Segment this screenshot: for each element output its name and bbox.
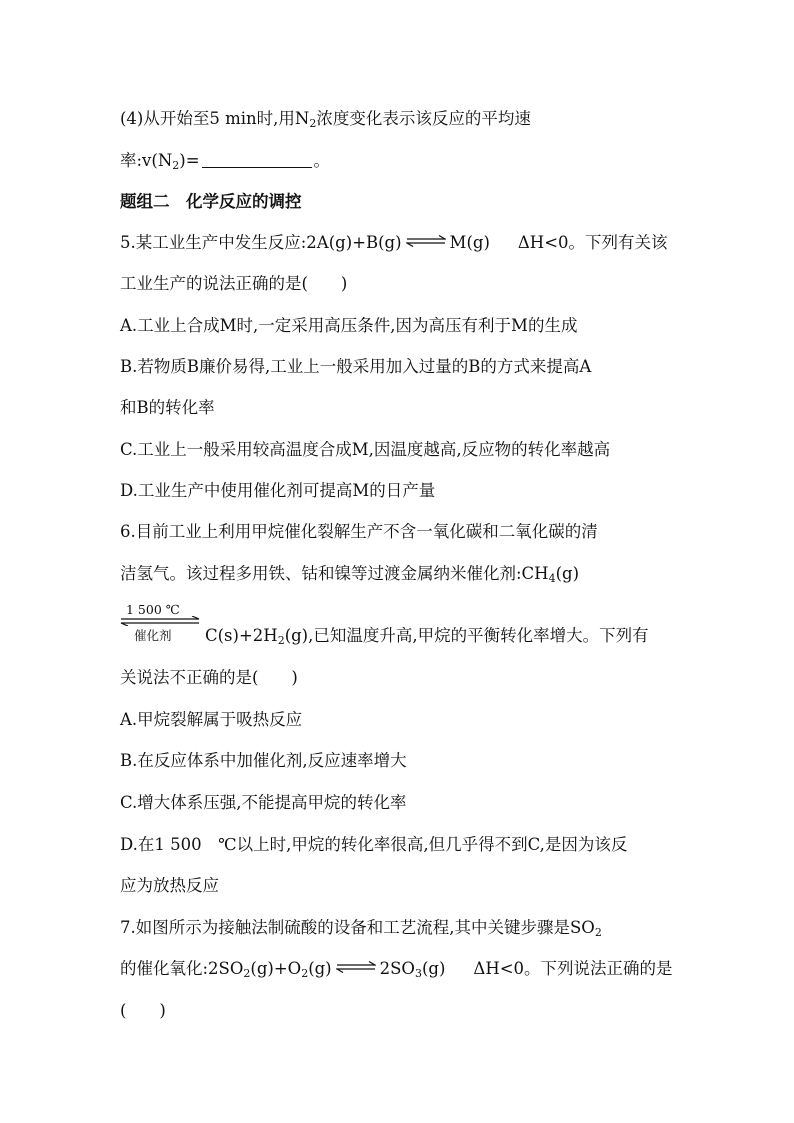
q6-option-d-line2: 应为放热反应 xyxy=(120,876,219,895)
q6-option-c: C.增大体系压强,不能提高甲烷的转化率 xyxy=(120,793,407,812)
arrow-catalyst-label: 催化剂 xyxy=(134,628,172,643)
equilibrium-arrow-icon xyxy=(120,616,200,626)
arrow-temperature-label: 1 500 ℃ xyxy=(126,602,180,617)
q7-stem-line2: 的催化氧化$:2SO_2(g)+O_2(g)$ $2SO_3(g)$ ΔH<0。下列说法正确的是 xyxy=(120,959,673,980)
q5-option-a: A.工业上合成M时,一定采用高压条件,因为高压有利于M的生成 xyxy=(120,316,578,335)
q5-option-b-line2: 和B的转化率 xyxy=(120,398,215,417)
q5-stem-line1: 5.某工业生产中发生反应:2A(g)+B(g) M(g) ΔH<0。下列有关该 xyxy=(120,233,668,252)
equilibrium-arrow-icon xyxy=(336,961,376,973)
q5-option-c: C.工业上一般采用较高温度合成M,因温度越高,反应物的转化率越高 xyxy=(120,440,611,459)
q5-option-d: D.工业生产中使用催化剂可提高M的日产量 xyxy=(120,481,436,500)
q6-stem-line3: $C(s)+2H_2(g)$,已知温度升高,甲烷的平衡转化率增大。下列有 xyxy=(205,626,649,647)
q6-stem-line2: 洁氢气。该过程多用铁、钴和镍等过渡金属纳米催化剂$:CH_4(g)$ xyxy=(120,564,580,585)
q6-stem-line1: 6.目前工业上利用甲烷催化裂解生产不含一氧化碳和二氧化碳的清 xyxy=(120,522,598,541)
reaction-condition-arrow xyxy=(120,602,200,642)
equilibrium-arrow-icon xyxy=(406,235,446,247)
section-title: 题组二 化学反应的调控 xyxy=(120,192,302,211)
q7-stem-line1: 7.如图所示为接触法制硫酸的设备和工艺流程,其中关键步骤是$SO_2$ xyxy=(120,918,602,939)
q6-option-a: A.甲烷裂解属于吸热反应 xyxy=(120,710,303,729)
q6-option-b: B.在反应体系中加催化剂,反应速率增大 xyxy=(120,751,407,770)
q7-stem-line3: ( ) xyxy=(120,1001,166,1020)
q5-option-b-line1: B.若物质B廉价易得,工业上一般采用加入过量的B的方式来提高A xyxy=(120,357,592,376)
q4-line2: 率$:v(N_2)=$ 。 xyxy=(120,151,331,172)
answer-blank[interactable] xyxy=(202,152,312,168)
q6-option-d-line1: D.在1 500 ℃以上时,甲烷的转化率很高,但几乎得不到C,是因为该反 xyxy=(120,835,628,854)
q6-stem-line4: 关说法不正确的是( ) xyxy=(120,668,298,687)
q5-stem-line2: 工业生产的说法正确的是( ) xyxy=(120,274,348,293)
q4-line1: (4)从开始至5 min时,用$N_2$浓度变化表示该反应的平均速 xyxy=(120,109,531,130)
